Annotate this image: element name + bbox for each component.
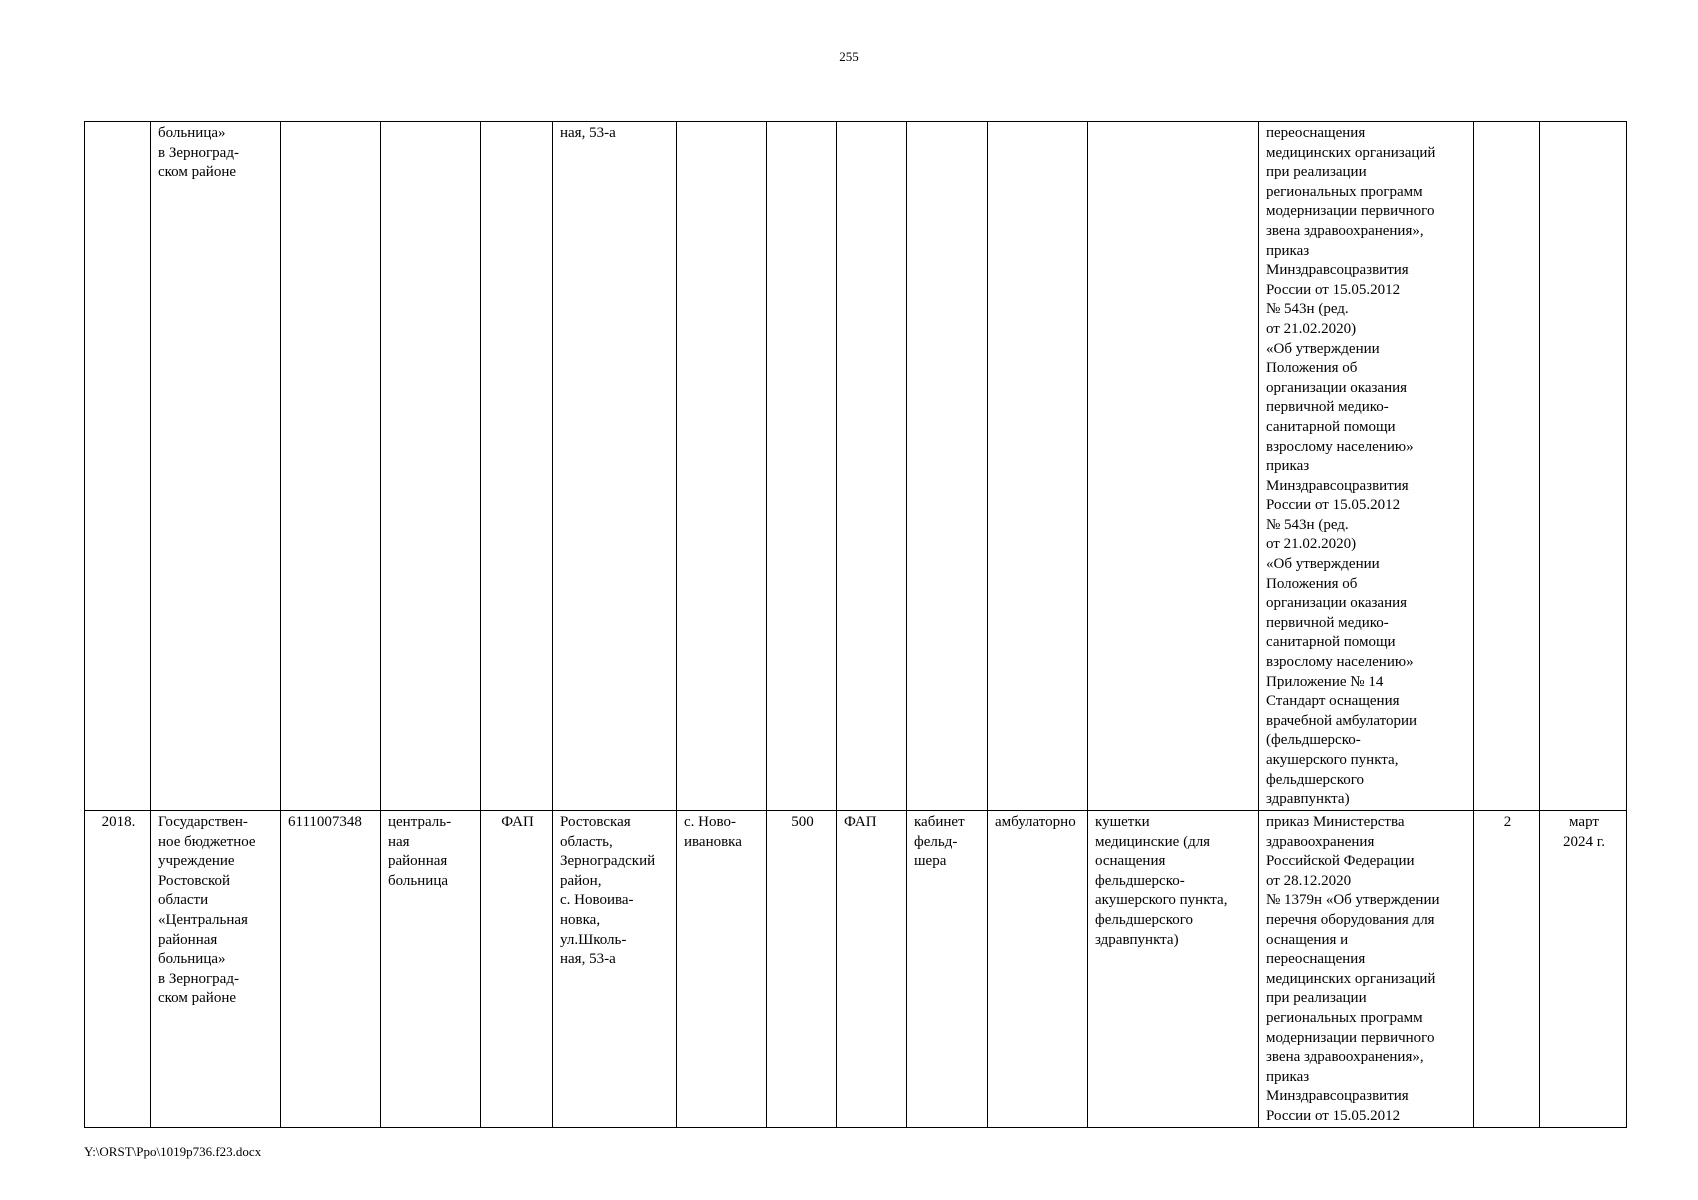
row-number-cell: 2018.: [85, 811, 151, 1128]
page-number: 255: [839, 49, 859, 64]
deadline-cell: март 2024 г.: [1540, 811, 1627, 1128]
quantity-cell: [1474, 122, 1540, 811]
inn-cell: 6111007348: [281, 811, 381, 1128]
inn-cell: [281, 122, 381, 811]
conditions-cell: амбулаторно: [988, 811, 1088, 1128]
conditions-cell: [988, 122, 1088, 811]
room-cell: кабинет фельд- шера: [907, 811, 988, 1128]
room-cell: [907, 122, 988, 811]
subdivision-cell: [837, 122, 907, 811]
standard-cell: приказ Министерства здравоохранения Российской Федерации от 28.12.2020 № 1379н «Об утверждении перечня оборудования для оснащения и переоснащения медицинских организаций при реализации региональных программ модернизации первичного звена здравоохранения», приказ Минздравсоцразвития России от 15.05.2012: [1259, 811, 1474, 1128]
deadline-cell: [1540, 122, 1627, 811]
equipment-cell: [1088, 122, 1259, 811]
population-cell: 500: [767, 811, 837, 1128]
locality-cell: [677, 122, 767, 811]
address-cell: ная, 53-а: [553, 122, 677, 811]
equipment-cell: кушетки медицинские (для оснащения фельдшерско- акушерского пункта, фельдшерского здравпункта): [1088, 811, 1259, 1128]
unit-type-cell: [481, 122, 553, 811]
address-cell: Ростовская область, Зерноградский район, с. Новоива- новка, ул.Школь- ная, 53-а: [553, 811, 677, 1128]
org-type-cell: [381, 122, 481, 811]
standard-cell: переоснащения медицинских организаций при реализации региональных программ модернизации первичного звена здравоохранения», приказ Минздравсоцразвития России от 15.05.2012 № 543н (ред. от 21.02.2020) «Об утверждении Положения об организации оказания первичной медико- санитарной помощи взрослому населению» приказ Минздравсоцразвития России от 15.05.2012 № 543н (ред. от 21.02.2020) «Об утверждении Положения об организации оказания первичной медико- санитарной помощи взрослому населению» Приложение № 14 Стандарт оснащения врачебной амбулатории (фельдшерско- акушерского пункта, фельдшерского здравпункта): [1259, 122, 1474, 811]
quantity-cell: 2: [1474, 811, 1540, 1128]
population-cell: [767, 122, 837, 811]
table-row: [85, 811, 1627, 1128]
footer-file-path: Y:\ORST\Ppo\1019p736.f23.docx: [84, 1144, 262, 1159]
organization-cell: Государствен- ное бюджетное учреждение Ростовской области «Центральная районная больница» в Зерноград- ском районе: [151, 811, 281, 1128]
table-row: [85, 122, 1627, 811]
row-number-cell: [85, 122, 151, 811]
org-type-cell: централь- ная районная больница: [381, 811, 481, 1128]
unit-type-cell: ФАП: [481, 811, 553, 1128]
organization-cell: больница» в Зерноград- ском районе: [151, 122, 281, 811]
subdivision-cell: ФАП: [837, 811, 907, 1128]
equipment-table: [84, 121, 1627, 1128]
locality-cell: с. Ново- ивановка: [677, 811, 767, 1128]
